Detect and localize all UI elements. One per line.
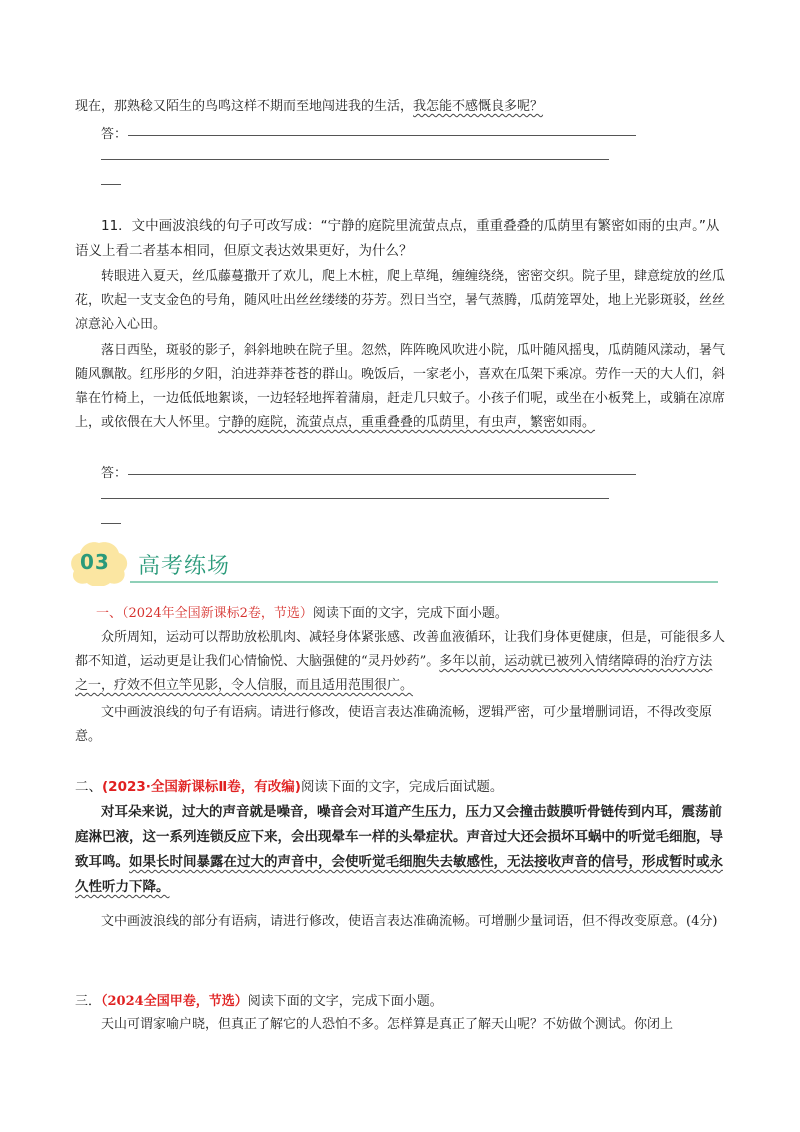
q2-source: (2023·全国新课标Ⅱ卷，有改编) [102, 779, 301, 795]
q3-heading [75, 990, 725, 1014]
q1-instruction: 阅读下面的文字，完成下面小题。 [312, 606, 508, 621]
q11-wavy-sentence: 宁静的庭院，流萤点点，重重叠叠的瓜荫里，有虫声，繁密如雨。 [218, 415, 596, 430]
q10-answer-line-1[interactable] [128, 135, 636, 136]
section-number: 03 [80, 550, 110, 574]
q11-passage-paragraph-2: 落日西坠，斑驳的影子，斜斜地映在院子里。忽然，阵阵晚风吹进小院，瓜叶随风摇曳，瓜荫随风漾动，暑气随风飘散。红彤彤的夕阳，泊进莽莽苍苍的群山。晚饭后，一家老小，喜欢在瓜架下乘凉。劳作一天的大人们，斜靠在竹椅上，一边低低地絮谈，一边轻轻地挥着蒲扇，赶走几只蚊子。小孩子们呢，或坐在小板凳上，或躺在凉席上，或依偎在大人怀里。宁静的庭院，流萤点点，重重叠叠的瓜荫里，有虫声，繁密如雨。 [75, 343, 726, 430]
q11-answer-line-3[interactable] [101, 523, 121, 524]
q3-instruction: 阅读下面的文字，完成下面小题。 [247, 994, 443, 1009]
q1-heading [96, 602, 726, 626]
q11-answer-label: 答： [101, 466, 128, 481]
q1-task: 文中画波浪线的句子有语病。请进行修改，使语言表达准确流畅，逻辑严密，可少量增删词语，不得改变原意。 [75, 705, 713, 744]
q11-answer-line-1[interactable] [128, 474, 636, 475]
q1-prefix: 一、 [96, 606, 123, 621]
q2-instruction: 阅读下面的文字，完成后面试题。 [300, 779, 504, 795]
q10-answer-line-2[interactable] [101, 159, 609, 160]
q10-wavy-sentence: 我怎能不感慨良多呢？ [413, 99, 544, 114]
section-divider [130, 581, 718, 583]
q11-answer-line-2[interactable] [101, 498, 609, 499]
q2-heading [75, 775, 725, 800]
q3-prefix: 三． [75, 994, 102, 1009]
q2-prefix: 二、 [75, 779, 102, 795]
q10-answer-line-3[interactable] [101, 184, 121, 185]
q2-passage: 对耳朵来说，过大的声音就是噪音，噪音会对耳道产生压力，压力又会撞击鼓膜听骨链传到内耳，震荡前庭淋巴液，这一系列连锁反应下来，会出现晕车一样的头晕症状。声音过大还会损坏耳蜗中的听觉毛细胞，导致耳鸣。如果长时间暴露在过大的声音中，会使听觉毛细胞失去敏感性，无法接收声音的信号，形成暂时或永久性听力下降。 [75, 804, 723, 895]
q11-passage-paragraph-1: 转眼进入夏天，丝瓜藤蔓撒开了欢儿，爬上木桩，爬上草绳，缠缠绕绕，密密交织。院子里，肆意绽放的丝瓜花，吹起一支支金色的号角，随风吐出丝丝缕缕的芬芳。烈日当空，暑气蒸腾，瓜荫笼罩处，地上光影斑驳，丝丝凉意沁入心田。 [75, 269, 726, 332]
q1-passage: 众所周知，运动可以帮助放松肌肉、减轻身体紧张感、改善血液循环，让我们身体更健康，但是，可能很多人都不知道，运动更是让我们心情愉悦、大脑强健的“灵丹妙药”。多年以前，运动就已被列入情绪障碍的治疗方法之一，疗效不但立竿见影，令人信服，而且适用范围很广。 [75, 630, 726, 693]
section-banner [70, 538, 720, 588]
q11-prompt: 11．文中画波浪线的句子可改写成：“宁静的庭院里流萤点点，重重叠叠的瓜荫里有繁密如雨的虫声。”从语义上看二者基本相同，但原文表达效果更好，为什么？ [75, 218, 720, 259]
q10-last-line: 现在，那熟稔又陌生的鸟鸣这样不期而至地闯进我的生活，我怎能不感慨良多呢？ [75, 99, 544, 114]
q10-answer-label: 答： [101, 127, 128, 142]
q1-source: （2024年全国新课标2卷，节选） [122, 606, 313, 621]
q3-source: （2024全国甲卷，节选） [101, 994, 248, 1009]
q3-passage: 天山可谓家喻户晓，但真正了解它的人恐怕不多。怎样算是真正了解天山呢？不妨做个测试。你闭上 [101, 1017, 674, 1032]
q1-wavy-sentence: 多年以前，运动就已被列入情绪障碍的治疗方法之一，疗效不但立竿见影，令人信服，而且适用范围很广。 [75, 654, 713, 693]
q2-wavy-sentence: 如果长时间暴露在过大的声音中，会使听觉毛细胞失去敏感性，无法接收声音的信号，形成暂时或永久性听力下降。 [75, 854, 723, 895]
section-title: 高考练场 [138, 554, 231, 579]
q2-task: 文中画波浪线的部分有语病，请进行修改，使语言表达准确流畅。可增删少量词语，但不得改变原意。(4分) [101, 914, 718, 929]
